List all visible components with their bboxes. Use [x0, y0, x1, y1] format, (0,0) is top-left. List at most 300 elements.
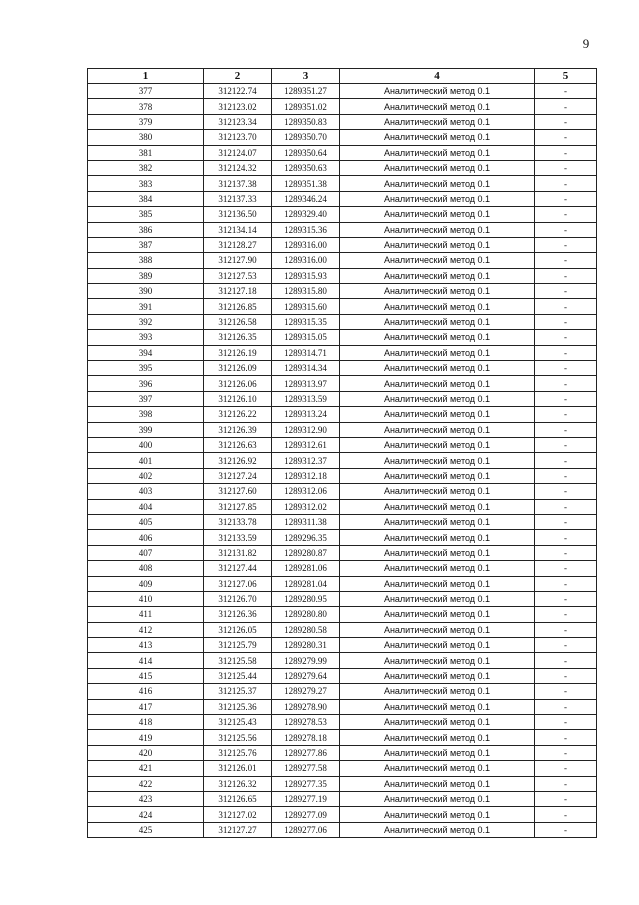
y-coordinate-cell: 1289279.99: [272, 653, 340, 668]
y-coordinate-cell: 1289280.95: [272, 591, 340, 606]
x-coordinate-cell: 312126.35: [204, 330, 272, 345]
method-cell: Аналитический метод 0.1: [340, 745, 535, 760]
method-cell: Аналитический метод 0.1: [340, 484, 535, 499]
table-row: [88, 391, 597, 406]
error-cell: -: [535, 561, 597, 576]
table-row: [88, 345, 597, 360]
point-number-cell: 384: [88, 191, 204, 206]
method-cell: Аналитический метод 0.1: [340, 222, 535, 237]
method-cell: Аналитический метод 0.1: [340, 391, 535, 406]
table-row: [88, 376, 597, 391]
y-coordinate-cell: 1289312.06: [272, 484, 340, 499]
error-cell: -: [535, 207, 597, 222]
table-row: [88, 822, 597, 837]
point-number-cell: 382: [88, 160, 204, 175]
point-number-cell: 407: [88, 545, 204, 560]
column-header-2: 2: [204, 69, 272, 84]
method-cell: Аналитический метод 0.1: [340, 422, 535, 437]
method-cell: Аналитический метод 0.1: [340, 114, 535, 129]
table-row: [88, 561, 597, 576]
point-number-cell: 421: [88, 761, 204, 776]
method-cell: Аналитический метод 0.1: [340, 668, 535, 683]
x-coordinate-cell: 312127.24: [204, 468, 272, 483]
table-row: [88, 730, 597, 745]
y-coordinate-cell: 1289277.35: [272, 776, 340, 791]
x-coordinate-cell: 312125.76: [204, 745, 272, 760]
table-row: [88, 545, 597, 560]
table-row: [88, 99, 597, 114]
point-number-cell: 393: [88, 330, 204, 345]
x-coordinate-cell: 312122.74: [204, 84, 272, 99]
y-coordinate-cell: 1289280.58: [272, 622, 340, 637]
method-cell: Аналитический метод 0.1: [340, 822, 535, 837]
method-cell: Аналитический метод 0.1: [340, 84, 535, 99]
error-cell: -: [535, 345, 597, 360]
error-cell: -: [535, 268, 597, 283]
y-coordinate-cell: 1289329.40: [272, 207, 340, 222]
error-cell: -: [535, 484, 597, 499]
point-number-cell: 413: [88, 638, 204, 653]
error-cell: -: [535, 84, 597, 99]
method-cell: Аналитический метод 0.1: [340, 145, 535, 160]
table-row: [88, 453, 597, 468]
y-coordinate-cell: 1289279.27: [272, 684, 340, 699]
method-cell: Аналитический метод 0.1: [340, 607, 535, 622]
table-row: [88, 284, 597, 299]
x-coordinate-cell: 312126.19: [204, 345, 272, 360]
error-cell: -: [535, 745, 597, 760]
table-row: [88, 222, 597, 237]
error-cell: -: [535, 607, 597, 622]
table-row: [88, 745, 597, 760]
y-coordinate-cell: 1289314.34: [272, 361, 340, 376]
method-cell: Аналитический метод 0.1: [340, 130, 535, 145]
x-coordinate-cell: 312126.36: [204, 607, 272, 622]
table-row: [88, 622, 597, 637]
point-number-cell: 381: [88, 145, 204, 160]
error-cell: -: [535, 776, 597, 791]
method-cell: Аналитический метод 0.1: [340, 284, 535, 299]
point-number-cell: 387: [88, 237, 204, 252]
y-coordinate-cell: 1289312.61: [272, 437, 340, 452]
table-row: [88, 514, 597, 529]
point-number-cell: 396: [88, 376, 204, 391]
point-number-cell: 410: [88, 591, 204, 606]
point-number-cell: 391: [88, 299, 204, 314]
y-coordinate-cell: 1289315.05: [272, 330, 340, 345]
table-row: [88, 776, 597, 791]
error-cell: -: [535, 638, 597, 653]
x-coordinate-cell: 312125.79: [204, 638, 272, 653]
y-coordinate-cell: 1289280.87: [272, 545, 340, 560]
method-cell: Аналитический метод 0.1: [340, 591, 535, 606]
error-cell: -: [535, 807, 597, 822]
y-coordinate-cell: 1289280.80: [272, 607, 340, 622]
y-coordinate-cell: 1289278.18: [272, 730, 340, 745]
x-coordinate-cell: 312137.38: [204, 176, 272, 191]
table-row: [88, 207, 597, 222]
error-cell: -: [535, 314, 597, 329]
x-coordinate-cell: 312123.70: [204, 130, 272, 145]
method-cell: Аналитический метод 0.1: [340, 807, 535, 822]
x-coordinate-cell: 312124.07: [204, 145, 272, 160]
column-header-4: 4: [340, 69, 535, 84]
point-number-cell: 412: [88, 622, 204, 637]
x-coordinate-cell: 312123.02: [204, 99, 272, 114]
method-cell: Аналитический метод 0.1: [340, 638, 535, 653]
error-cell: -: [535, 514, 597, 529]
y-coordinate-cell: 1289350.83: [272, 114, 340, 129]
table-row: [88, 499, 597, 514]
method-cell: Аналитический метод 0.1: [340, 545, 535, 560]
point-number-cell: 383: [88, 176, 204, 191]
error-cell: -: [535, 330, 597, 345]
table-row: [88, 330, 597, 345]
table-row: [88, 530, 597, 545]
method-cell: Аналитический метод 0.1: [340, 468, 535, 483]
x-coordinate-cell: 312126.92: [204, 453, 272, 468]
x-coordinate-cell: 312133.59: [204, 530, 272, 545]
table-row: [88, 84, 597, 99]
y-coordinate-cell: 1289351.27: [272, 84, 340, 99]
method-cell: Аналитический метод 0.1: [340, 684, 535, 699]
y-coordinate-cell: 1289315.36: [272, 222, 340, 237]
table-row: [88, 484, 597, 499]
x-coordinate-cell: 312127.06: [204, 576, 272, 591]
column-header-5: 5: [535, 69, 597, 84]
y-coordinate-cell: 1289277.09: [272, 807, 340, 822]
error-cell: -: [535, 761, 597, 776]
column-header-3: 3: [272, 69, 340, 84]
method-cell: Аналитический метод 0.1: [340, 99, 535, 114]
table-row: [88, 607, 597, 622]
point-number-cell: 411: [88, 607, 204, 622]
method-cell: Аналитический метод 0.1: [340, 299, 535, 314]
error-cell: -: [535, 99, 597, 114]
x-coordinate-cell: 312127.18: [204, 284, 272, 299]
point-number-cell: 390: [88, 284, 204, 299]
x-coordinate-cell: 312128.27: [204, 237, 272, 252]
x-coordinate-cell: 312131.82: [204, 545, 272, 560]
y-coordinate-cell: 1289313.97: [272, 376, 340, 391]
table-header-row: [88, 69, 597, 84]
point-number-cell: 386: [88, 222, 204, 237]
point-number-cell: 399: [88, 422, 204, 437]
y-coordinate-cell: 1289315.80: [272, 284, 340, 299]
method-cell: Аналитический метод 0.1: [340, 361, 535, 376]
x-coordinate-cell: 312126.22: [204, 407, 272, 422]
table-row: [88, 791, 597, 806]
error-cell: -: [535, 145, 597, 160]
point-number-cell: 380: [88, 130, 204, 145]
point-number-cell: 423: [88, 791, 204, 806]
x-coordinate-cell: 312125.37: [204, 684, 272, 699]
x-coordinate-cell: 312125.56: [204, 730, 272, 745]
method-cell: Аналитический метод 0.1: [340, 715, 535, 730]
method-cell: Аналитический метод 0.1: [340, 761, 535, 776]
x-coordinate-cell: 312125.58: [204, 653, 272, 668]
y-coordinate-cell: 1289313.24: [272, 407, 340, 422]
y-coordinate-cell: 1289279.64: [272, 668, 340, 683]
error-cell: -: [535, 591, 597, 606]
table-row: [88, 268, 597, 283]
x-coordinate-cell: 312126.32: [204, 776, 272, 791]
method-cell: Аналитический метод 0.1: [340, 437, 535, 452]
point-number-cell: 408: [88, 561, 204, 576]
method-cell: Аналитический метод 0.1: [340, 776, 535, 791]
point-number-cell: 377: [88, 84, 204, 99]
method-cell: Аналитический метод 0.1: [340, 499, 535, 514]
point-number-cell: 400: [88, 437, 204, 452]
method-cell: Аналитический метод 0.1: [340, 237, 535, 252]
method-cell: Аналитический метод 0.1: [340, 653, 535, 668]
point-number-cell: 398: [88, 407, 204, 422]
table-row: [88, 807, 597, 822]
error-cell: -: [535, 684, 597, 699]
point-number-cell: 424: [88, 807, 204, 822]
error-cell: -: [535, 668, 597, 683]
y-coordinate-cell: 1289314.71: [272, 345, 340, 360]
table-row: [88, 638, 597, 653]
table-row: [88, 160, 597, 175]
x-coordinate-cell: 312127.27: [204, 822, 272, 837]
error-cell: -: [535, 407, 597, 422]
y-coordinate-cell: 1289350.70: [272, 130, 340, 145]
y-coordinate-cell: 1289316.00: [272, 253, 340, 268]
error-cell: -: [535, 222, 597, 237]
page-number: 9: [582, 36, 590, 51]
x-coordinate-cell: 312125.44: [204, 668, 272, 683]
method-cell: Аналитический метод 0.1: [340, 160, 535, 175]
x-coordinate-cell: 312125.36: [204, 699, 272, 714]
method-cell: Аналитический метод 0.1: [340, 191, 535, 206]
error-cell: -: [535, 299, 597, 314]
y-coordinate-cell: 1289280.31: [272, 638, 340, 653]
y-coordinate-cell: 1289296.35: [272, 530, 340, 545]
error-cell: -: [535, 499, 597, 514]
point-number-cell: 415: [88, 668, 204, 683]
method-cell: Аналитический метод 0.1: [340, 530, 535, 545]
error-cell: -: [535, 715, 597, 730]
point-number-cell: 402: [88, 468, 204, 483]
method-cell: Аналитический метод 0.1: [340, 176, 535, 191]
x-coordinate-cell: 312136.50: [204, 207, 272, 222]
y-coordinate-cell: 1289312.18: [272, 468, 340, 483]
method-cell: Аналитический метод 0.1: [340, 791, 535, 806]
coordinates-table: [87, 68, 597, 838]
point-number-cell: 419: [88, 730, 204, 745]
y-coordinate-cell: 1289315.60: [272, 299, 340, 314]
table-row: [88, 114, 597, 129]
x-coordinate-cell: 312125.43: [204, 715, 272, 730]
method-cell: Аналитический метод 0.1: [340, 376, 535, 391]
point-number-cell: 403: [88, 484, 204, 499]
point-number-cell: 405: [88, 514, 204, 529]
x-coordinate-cell: 312126.39: [204, 422, 272, 437]
table-row: [88, 407, 597, 422]
error-cell: -: [535, 391, 597, 406]
error-cell: -: [535, 730, 597, 745]
x-coordinate-cell: 312137.33: [204, 191, 272, 206]
point-number-cell: 389: [88, 268, 204, 283]
y-coordinate-cell: 1289315.93: [272, 268, 340, 283]
table-row: [88, 253, 597, 268]
point-number-cell: 422: [88, 776, 204, 791]
error-cell: -: [535, 453, 597, 468]
y-coordinate-cell: 1289312.02: [272, 499, 340, 514]
table-row: [88, 422, 597, 437]
x-coordinate-cell: 312127.90: [204, 253, 272, 268]
x-coordinate-cell: 312127.02: [204, 807, 272, 822]
point-number-cell: 418: [88, 715, 204, 730]
x-coordinate-cell: 312133.78: [204, 514, 272, 529]
table-row: [88, 653, 597, 668]
method-cell: Аналитический метод 0.1: [340, 330, 535, 345]
method-cell: Аналитический метод 0.1: [340, 253, 535, 268]
point-number-cell: 385: [88, 207, 204, 222]
point-number-cell: 404: [88, 499, 204, 514]
y-coordinate-cell: 1289313.59: [272, 391, 340, 406]
y-coordinate-cell: 1289278.53: [272, 715, 340, 730]
point-number-cell: 379: [88, 114, 204, 129]
point-number-cell: 392: [88, 314, 204, 329]
y-coordinate-cell: 1289278.90: [272, 699, 340, 714]
y-coordinate-cell: 1289351.38: [272, 176, 340, 191]
table-row: [88, 468, 597, 483]
y-coordinate-cell: 1289312.90: [272, 422, 340, 437]
table-row: [88, 299, 597, 314]
error-cell: -: [535, 822, 597, 837]
x-coordinate-cell: 312126.01: [204, 761, 272, 776]
table-row: [88, 576, 597, 591]
method-cell: Аналитический метод 0.1: [340, 345, 535, 360]
table-row: [88, 237, 597, 252]
x-coordinate-cell: 312126.70: [204, 591, 272, 606]
y-coordinate-cell: 1289277.19: [272, 791, 340, 806]
table-row: [88, 314, 597, 329]
table-row: [88, 715, 597, 730]
x-coordinate-cell: 312127.60: [204, 484, 272, 499]
table-row: [88, 591, 597, 606]
column-header-1: 1: [88, 69, 204, 84]
table-row: [88, 761, 597, 776]
error-cell: -: [535, 160, 597, 175]
point-number-cell: 409: [88, 576, 204, 591]
point-number-cell: 395: [88, 361, 204, 376]
x-coordinate-cell: 312124.32: [204, 160, 272, 175]
y-coordinate-cell: 1289311.38: [272, 514, 340, 529]
point-number-cell: 394: [88, 345, 204, 360]
error-cell: -: [535, 114, 597, 129]
point-number-cell: 416: [88, 684, 204, 699]
y-coordinate-cell: 1289350.63: [272, 160, 340, 175]
point-number-cell: 414: [88, 653, 204, 668]
error-cell: -: [535, 237, 597, 252]
table-row: [88, 699, 597, 714]
x-coordinate-cell: 312126.85: [204, 299, 272, 314]
y-coordinate-cell: 1289346.24: [272, 191, 340, 206]
error-cell: -: [535, 191, 597, 206]
x-coordinate-cell: 312127.85: [204, 499, 272, 514]
y-coordinate-cell: 1289351.02: [272, 99, 340, 114]
method-cell: Аналитический метод 0.1: [340, 699, 535, 714]
method-cell: Аналитический метод 0.1: [340, 514, 535, 529]
table-row: [88, 145, 597, 160]
x-coordinate-cell: 312127.44: [204, 561, 272, 576]
table-row: [88, 668, 597, 683]
x-coordinate-cell: 312126.05: [204, 622, 272, 637]
error-cell: -: [535, 791, 597, 806]
table-row: [88, 684, 597, 699]
method-cell: Аналитический метод 0.1: [340, 207, 535, 222]
x-coordinate-cell: 312123.34: [204, 114, 272, 129]
method-cell: Аналитический метод 0.1: [340, 622, 535, 637]
point-number-cell: 425: [88, 822, 204, 837]
x-coordinate-cell: 312126.58: [204, 314, 272, 329]
error-cell: -: [535, 545, 597, 560]
y-coordinate-cell: 1289281.04: [272, 576, 340, 591]
method-cell: Аналитический метод 0.1: [340, 576, 535, 591]
x-coordinate-cell: 312127.53: [204, 268, 272, 283]
error-cell: -: [535, 130, 597, 145]
method-cell: Аналитический метод 0.1: [340, 730, 535, 745]
point-number-cell: 401: [88, 453, 204, 468]
method-cell: Аналитический метод 0.1: [340, 453, 535, 468]
method-cell: Аналитический метод 0.1: [340, 407, 535, 422]
x-coordinate-cell: 312126.65: [204, 791, 272, 806]
x-coordinate-cell: 312126.63: [204, 437, 272, 452]
y-coordinate-cell: 1289277.86: [272, 745, 340, 760]
table-row: [88, 361, 597, 376]
table-row: [88, 176, 597, 191]
error-cell: -: [535, 361, 597, 376]
x-coordinate-cell: 312126.10: [204, 391, 272, 406]
error-cell: -: [535, 653, 597, 668]
y-coordinate-cell: 1289281.06: [272, 561, 340, 576]
y-coordinate-cell: 1289277.58: [272, 761, 340, 776]
point-number-cell: 417: [88, 699, 204, 714]
error-cell: -: [535, 176, 597, 191]
error-cell: -: [535, 576, 597, 591]
table-row: [88, 437, 597, 452]
error-cell: -: [535, 530, 597, 545]
point-number-cell: 420: [88, 745, 204, 760]
point-number-cell: 388: [88, 253, 204, 268]
table-body: [88, 84, 597, 838]
error-cell: -: [535, 376, 597, 391]
y-coordinate-cell: 1289315.35: [272, 314, 340, 329]
point-number-cell: 397: [88, 391, 204, 406]
error-cell: -: [535, 699, 597, 714]
y-coordinate-cell: 1289312.37: [272, 453, 340, 468]
method-cell: Аналитический метод 0.1: [340, 268, 535, 283]
x-coordinate-cell: 312126.09: [204, 361, 272, 376]
error-cell: -: [535, 284, 597, 299]
method-cell: Аналитический метод 0.1: [340, 561, 535, 576]
method-cell: Аналитический метод 0.1: [340, 314, 535, 329]
y-coordinate-cell: 1289350.64: [272, 145, 340, 160]
error-cell: -: [535, 253, 597, 268]
table-row: [88, 130, 597, 145]
point-number-cell: 378: [88, 99, 204, 114]
table-row: [88, 191, 597, 206]
error-cell: -: [535, 622, 597, 637]
point-number-cell: 406: [88, 530, 204, 545]
y-coordinate-cell: 1289277.06: [272, 822, 340, 837]
x-coordinate-cell: 312126.06: [204, 376, 272, 391]
error-cell: -: [535, 468, 597, 483]
error-cell: -: [535, 422, 597, 437]
